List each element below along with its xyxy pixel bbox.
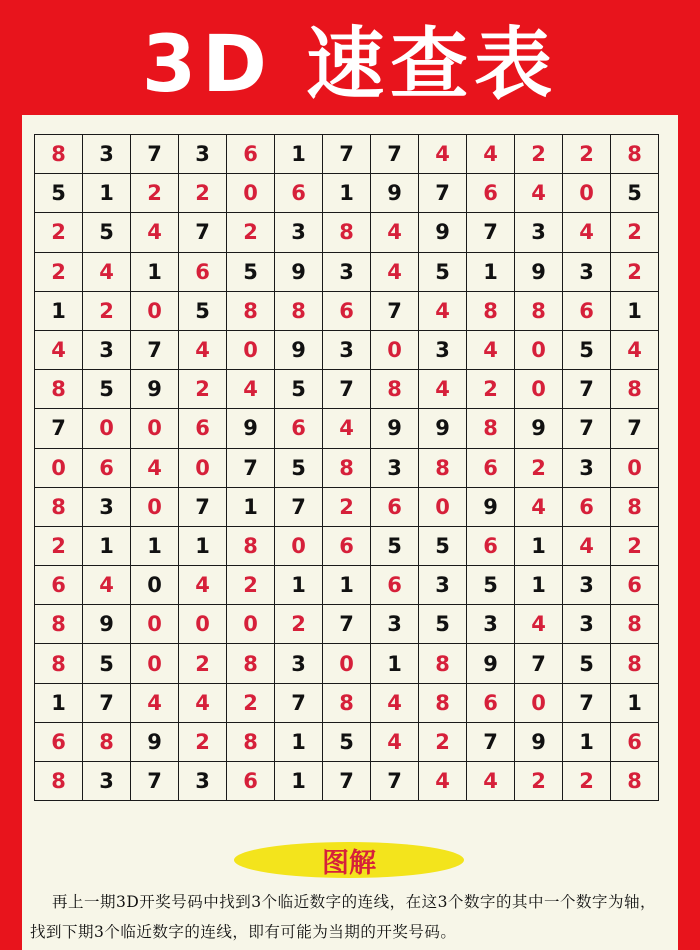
grid-cell: 6 [179, 252, 227, 291]
grid-cell: 5 [563, 330, 611, 369]
grid-cell: 4 [419, 762, 467, 801]
grid-cell: 1 [83, 174, 131, 213]
grid-cell: 8 [611, 605, 659, 644]
grid-cell: 8 [611, 644, 659, 683]
grid-cell: 6 [83, 448, 131, 487]
grid-cell: 4 [611, 330, 659, 369]
grid-cell: 4 [419, 370, 467, 409]
grid-cell: 5 [611, 174, 659, 213]
grid-cell: 3 [563, 566, 611, 605]
grid-cell: 8 [35, 605, 83, 644]
grid-cell: 1 [35, 291, 83, 330]
table-row [35, 722, 659, 761]
grid-cell: 7 [563, 409, 611, 448]
grid-cell: 9 [371, 409, 419, 448]
grid-cell: 5 [419, 526, 467, 565]
grid-cell: 9 [515, 722, 563, 761]
grid-cell: 8 [467, 409, 515, 448]
grid-cell: 3 [179, 762, 227, 801]
grid-cell: 7 [467, 722, 515, 761]
grid-cell: 3 [179, 135, 227, 174]
grid-cell: 5 [35, 174, 83, 213]
grid-cell: 4 [371, 722, 419, 761]
table-row [35, 370, 659, 409]
grid-cell: 7 [275, 487, 323, 526]
table-row [35, 448, 659, 487]
grid-cell: 7 [371, 762, 419, 801]
grid-cell: 8 [611, 370, 659, 409]
grid-cell: 7 [131, 762, 179, 801]
grid-cell: 7 [131, 135, 179, 174]
grid-cell: 0 [515, 330, 563, 369]
grid-cell: 0 [563, 174, 611, 213]
grid-cell: 8 [275, 291, 323, 330]
table-row [35, 487, 659, 526]
grid-cell: 4 [515, 605, 563, 644]
grid-cell: 8 [467, 291, 515, 330]
grid-cell: 2 [227, 683, 275, 722]
grid-cell: 0 [515, 683, 563, 722]
table-row [35, 174, 659, 213]
grid-cell: 0 [35, 448, 83, 487]
table-row [35, 135, 659, 174]
grid-cell: 0 [131, 605, 179, 644]
grid-cell: 9 [227, 409, 275, 448]
table-row [35, 762, 659, 801]
grid-cell: 9 [467, 487, 515, 526]
explanation-text: 再上一期3D开奖号码中找到3个临近数字的连线，在这3个数字的其中一个数字为轴，找到下期3个临近数字的连线，即有可能为当期的开奖号码。 [30, 893, 657, 941]
grid-cell: 7 [371, 291, 419, 330]
digit-grid [34, 134, 659, 801]
grid-cell: 8 [323, 213, 371, 252]
table-row [35, 213, 659, 252]
grid-cell: 0 [227, 330, 275, 369]
grid-cell: 3 [275, 213, 323, 252]
grid-cell: 2 [179, 174, 227, 213]
grid-cell: 8 [227, 526, 275, 565]
grid-cell: 7 [515, 644, 563, 683]
grid-cell: 4 [179, 683, 227, 722]
table-row [35, 252, 659, 291]
grid-cell: 2 [179, 722, 227, 761]
grid-cell: 1 [275, 722, 323, 761]
grid-cell: 6 [275, 409, 323, 448]
grid-cell: 5 [83, 213, 131, 252]
grid-cell: 0 [179, 605, 227, 644]
grid-cell: 6 [611, 722, 659, 761]
grid-cell: 7 [323, 605, 371, 644]
grid-cell: 1 [131, 526, 179, 565]
grid-cell: 4 [131, 448, 179, 487]
grid-cell: 7 [227, 448, 275, 487]
grid-cell: 5 [83, 370, 131, 409]
legend-badge [234, 842, 464, 878]
grid-cell: 1 [371, 644, 419, 683]
grid-cell: 2 [323, 487, 371, 526]
grid-cell: 6 [371, 487, 419, 526]
grid-cell: 7 [563, 370, 611, 409]
grid-cell: 8 [419, 448, 467, 487]
grid-cell: 3 [323, 252, 371, 291]
grid-cell: 2 [227, 566, 275, 605]
grid-cell: 2 [563, 762, 611, 801]
grid-cell: 3 [563, 252, 611, 291]
grid-cell: 6 [563, 291, 611, 330]
grid-cell: 8 [35, 487, 83, 526]
grid-cell: 7 [563, 683, 611, 722]
grid-cell: 6 [467, 448, 515, 487]
grid-cell: 9 [83, 605, 131, 644]
grid-cell: 8 [323, 683, 371, 722]
grid-cell: 6 [371, 566, 419, 605]
table-row [35, 683, 659, 722]
grid-cell: 2 [35, 213, 83, 252]
grid-cell: 6 [563, 487, 611, 526]
grid-cell: 9 [419, 213, 467, 252]
grid-cell: 8 [515, 291, 563, 330]
grid-cell: 0 [131, 566, 179, 605]
grid-cell: 5 [275, 448, 323, 487]
grid-cell: 9 [131, 722, 179, 761]
grid-cell: 1 [275, 762, 323, 801]
grid-cell: 1 [323, 566, 371, 605]
grid-cell: 1 [275, 135, 323, 174]
grid-cell: 4 [467, 762, 515, 801]
content-panel [22, 115, 678, 950]
grid-cell: 1 [563, 722, 611, 761]
grid-cell: 5 [467, 566, 515, 605]
grid-cell: 7 [275, 683, 323, 722]
grid-cell: 8 [35, 644, 83, 683]
grid-cell: 0 [131, 644, 179, 683]
grid-cell: 7 [467, 213, 515, 252]
grid-cell: 9 [275, 252, 323, 291]
grid-cell: 8 [611, 135, 659, 174]
grid-cell: 4 [371, 683, 419, 722]
grid-cell: 4 [179, 566, 227, 605]
grid-cell: 1 [323, 174, 371, 213]
grid-cell: 3 [467, 605, 515, 644]
grid-cell: 4 [131, 213, 179, 252]
grid-cell: 5 [323, 722, 371, 761]
grid-cell: 4 [35, 330, 83, 369]
grid-cell: 0 [83, 409, 131, 448]
table-row [35, 409, 659, 448]
grid-cell: 2 [35, 252, 83, 291]
grid-cell: 3 [323, 330, 371, 369]
grid-cell: 0 [131, 409, 179, 448]
grid-cell: 5 [563, 644, 611, 683]
grid-cell: 6 [227, 135, 275, 174]
grid-cell: 7 [419, 174, 467, 213]
grid-cell: 5 [83, 644, 131, 683]
grid-cell: 3 [83, 487, 131, 526]
grid-cell: 4 [563, 526, 611, 565]
grid-cell: 4 [563, 213, 611, 252]
grid-cell: 4 [227, 370, 275, 409]
grid-cell: 4 [371, 252, 419, 291]
table-row [35, 605, 659, 644]
grid-cell: 4 [371, 213, 419, 252]
grid-cell: 6 [275, 174, 323, 213]
grid-cell: 2 [275, 605, 323, 644]
grid-cell: 2 [179, 370, 227, 409]
lookup-table [34, 134, 659, 801]
grid-cell: 8 [227, 722, 275, 761]
grid-cell: 7 [83, 683, 131, 722]
grid-cell: 1 [467, 252, 515, 291]
grid-cell: 0 [227, 605, 275, 644]
grid-cell: 2 [131, 174, 179, 213]
grid-cell: 6 [323, 291, 371, 330]
grid-cell: 0 [275, 526, 323, 565]
grid-cell: 2 [611, 526, 659, 565]
grid-cell: 2 [611, 252, 659, 291]
grid-cell: 3 [419, 330, 467, 369]
grid-cell: 7 [323, 135, 371, 174]
grid-cell: 0 [323, 644, 371, 683]
grid-cell: 0 [179, 448, 227, 487]
grid-cell: 1 [83, 526, 131, 565]
grid-cell: 7 [323, 370, 371, 409]
grid-cell: 0 [611, 448, 659, 487]
grid-cell: 6 [35, 566, 83, 605]
table-row [35, 526, 659, 565]
grid-cell: 6 [179, 409, 227, 448]
grid-cell: 3 [83, 135, 131, 174]
grid-cell: 1 [131, 252, 179, 291]
grid-cell: 5 [275, 370, 323, 409]
grid-cell: 1 [515, 566, 563, 605]
grid-cell: 1 [35, 683, 83, 722]
grid-cell: 1 [227, 487, 275, 526]
grid-cell: 2 [611, 213, 659, 252]
grid-cell: 9 [515, 252, 563, 291]
grid-cell: 3 [83, 330, 131, 369]
grid-cell: 4 [83, 566, 131, 605]
grid-cell: 2 [35, 526, 83, 565]
grid-cell: 7 [371, 135, 419, 174]
grid-cell: 8 [419, 683, 467, 722]
grid-cell: 3 [371, 605, 419, 644]
table-row [35, 644, 659, 683]
grid-cell: 9 [275, 330, 323, 369]
grid-cell: 7 [323, 762, 371, 801]
grid-cell: 5 [227, 252, 275, 291]
grid-cell: 3 [563, 605, 611, 644]
grid-cell: 0 [515, 370, 563, 409]
grid-cell: 3 [275, 644, 323, 683]
grid-cell: 6 [467, 683, 515, 722]
grid-cell: 8 [419, 644, 467, 683]
grid-cell: 3 [515, 213, 563, 252]
grid-cell: 6 [467, 174, 515, 213]
grid-cell: 5 [419, 605, 467, 644]
grid-cell: 6 [35, 722, 83, 761]
grid-cell: 1 [275, 566, 323, 605]
grid-cell: 2 [515, 762, 563, 801]
grid-cell: 7 [35, 409, 83, 448]
grid-cell: 4 [515, 174, 563, 213]
grid-cell: 8 [371, 370, 419, 409]
table-row [35, 291, 659, 330]
grid-cell: 3 [563, 448, 611, 487]
grid-cell: 1 [611, 683, 659, 722]
grid-cell: 7 [611, 409, 659, 448]
grid-cell: 6 [323, 526, 371, 565]
grid-cell: 2 [515, 135, 563, 174]
grid-cell: 8 [227, 291, 275, 330]
grid-cell: 5 [179, 291, 227, 330]
grid-cell: 6 [611, 566, 659, 605]
grid-cell: 7 [179, 487, 227, 526]
grid-cell: 9 [419, 409, 467, 448]
grid-cell: 9 [371, 174, 419, 213]
grid-cell: 8 [35, 762, 83, 801]
grid-cell: 3 [83, 762, 131, 801]
grid-cell: 0 [131, 291, 179, 330]
grid-cell: 5 [419, 252, 467, 291]
grid-cell: 0 [419, 487, 467, 526]
grid-cell: 4 [83, 252, 131, 291]
grid-cell: 5 [371, 526, 419, 565]
grid-cell: 4 [419, 135, 467, 174]
grid-cell: 2 [467, 370, 515, 409]
grid-cell: 3 [419, 566, 467, 605]
grid-cell: 3 [371, 448, 419, 487]
grid-cell: 4 [179, 330, 227, 369]
page-title: 3D 速查表 [141, 19, 559, 110]
table-row [35, 566, 659, 605]
grid-cell: 8 [35, 135, 83, 174]
grid-cell: 4 [131, 683, 179, 722]
grid-cell: 0 [131, 487, 179, 526]
legend-badge-label: 图解 [322, 847, 376, 879]
grid-cell: 9 [515, 409, 563, 448]
grid-cell: 1 [611, 291, 659, 330]
grid-cell: 8 [611, 487, 659, 526]
grid-cell: 4 [323, 409, 371, 448]
grid-cell: 8 [83, 722, 131, 761]
grid-cell: 8 [227, 644, 275, 683]
grid-cell: 1 [515, 526, 563, 565]
grid-cell: 6 [227, 762, 275, 801]
grid-cell: 8 [323, 448, 371, 487]
grid-cell: 2 [179, 644, 227, 683]
grid-cell: 2 [227, 213, 275, 252]
grid-cell: 2 [515, 448, 563, 487]
grid-cell: 4 [419, 291, 467, 330]
grid-cell: 1 [179, 526, 227, 565]
grid-cell: 2 [419, 722, 467, 761]
grid-cell: 0 [371, 330, 419, 369]
grid-cell: 4 [515, 487, 563, 526]
grid-cell: 4 [467, 135, 515, 174]
grid-cell: 8 [611, 762, 659, 801]
grid-cell: 0 [227, 174, 275, 213]
grid-cell: 7 [131, 330, 179, 369]
grid-cell: 6 [467, 526, 515, 565]
grid-cell: 2 [83, 291, 131, 330]
grid-cell: 4 [467, 330, 515, 369]
grid-cell: 9 [131, 370, 179, 409]
grid-cell: 9 [467, 644, 515, 683]
grid-cell: 8 [35, 370, 83, 409]
grid-cell: 2 [563, 135, 611, 174]
grid-cell: 7 [179, 213, 227, 252]
table-row [35, 330, 659, 369]
